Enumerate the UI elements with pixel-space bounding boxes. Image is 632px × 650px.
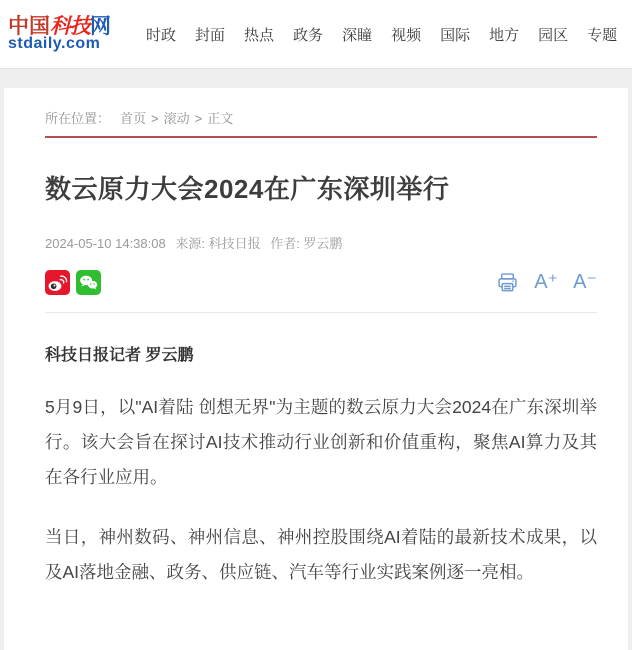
site-logo-domain: stdaily.com xyxy=(8,35,101,53)
nav-item-difang[interactable]: 地方 xyxy=(489,26,520,44)
reading-tools xyxy=(496,271,597,294)
weibo-icon xyxy=(45,270,70,295)
nav-item-yuanqu[interactable]: 园区 xyxy=(538,26,569,44)
breadcrumb-red-divider xyxy=(45,136,597,138)
site-header xyxy=(0,0,632,69)
font-decrease-button[interactable]: A⁻ xyxy=(573,271,597,293)
article-card xyxy=(4,88,628,650)
printer-icon xyxy=(496,271,519,294)
nav-item-redian[interactable]: 热点 xyxy=(244,26,275,44)
breadcrumb-scroll-link[interactable]: 滚动 xyxy=(163,111,190,126)
content-divider xyxy=(45,312,597,313)
nav-item-fengmian[interactable]: 封面 xyxy=(195,26,226,44)
nav-item-shipin[interactable]: 视频 xyxy=(391,26,422,44)
breadcrumb-home-link[interactable]: 首页 xyxy=(120,111,147,126)
font-increase-button[interactable]: A⁺ xyxy=(534,271,559,293)
main-nav xyxy=(146,24,617,45)
weibo-share-button[interactable] xyxy=(45,270,70,295)
article-paragraph: 当日，神州数码、神州信息、神州控股围绕AI着陆的最新技术成果，以及AI落地金融、政务、供应链、汽车等行业实践案例逐一亮相。 xyxy=(45,527,597,582)
nav-item-shizheng[interactable]: 时政 xyxy=(146,26,177,44)
nav-item-guoji[interactable]: 国际 xyxy=(440,26,471,44)
wechat-icon xyxy=(76,270,101,295)
breadcrumb-separator: > xyxy=(194,111,203,126)
nav-item-zhengwu[interactable]: 政务 xyxy=(293,26,324,44)
nav-item-shentong[interactable]: 深瞳 xyxy=(342,26,373,44)
article-toolbar xyxy=(45,269,597,295)
logo-text-wang: 网 xyxy=(90,15,111,39)
article-title: 数云原力大会2024在广东深圳举行 xyxy=(45,174,450,204)
reporter-byline: 科技日报记者 罗云鹏 xyxy=(45,347,194,364)
wechat-share-button[interactable] xyxy=(76,270,101,295)
breadcrumb xyxy=(45,88,597,127)
breadcrumb-current: 正文 xyxy=(207,111,234,126)
logo-text-keji: 科技 xyxy=(50,13,90,39)
article-paragraph: 5月9日，以"AI着陆 创想无界"为主题的数云原力大会2024在广东深圳举行。该大会旨在探讨AI技术推动行业创新和价值重构，聚焦AI算力及其在各行业应用。 xyxy=(45,397,597,487)
article-meta xyxy=(45,233,597,252)
nav-item-zhuanti[interactable]: 专题 xyxy=(587,26,618,44)
share-buttons xyxy=(45,270,101,295)
article-author: 作者: 罗云鹏 xyxy=(270,236,343,251)
site-logo[interactable] xyxy=(8,15,130,53)
breadcrumb-label: 所在位置： xyxy=(45,111,111,126)
article-datetime: 2024-05-10 14:38:08 xyxy=(45,236,166,251)
logo-text-zhongguo: 中国 xyxy=(8,15,50,39)
breadcrumb-separator: > xyxy=(151,111,159,126)
article-source: 来源: 科技日报 xyxy=(175,236,261,251)
print-button[interactable] xyxy=(496,271,519,294)
